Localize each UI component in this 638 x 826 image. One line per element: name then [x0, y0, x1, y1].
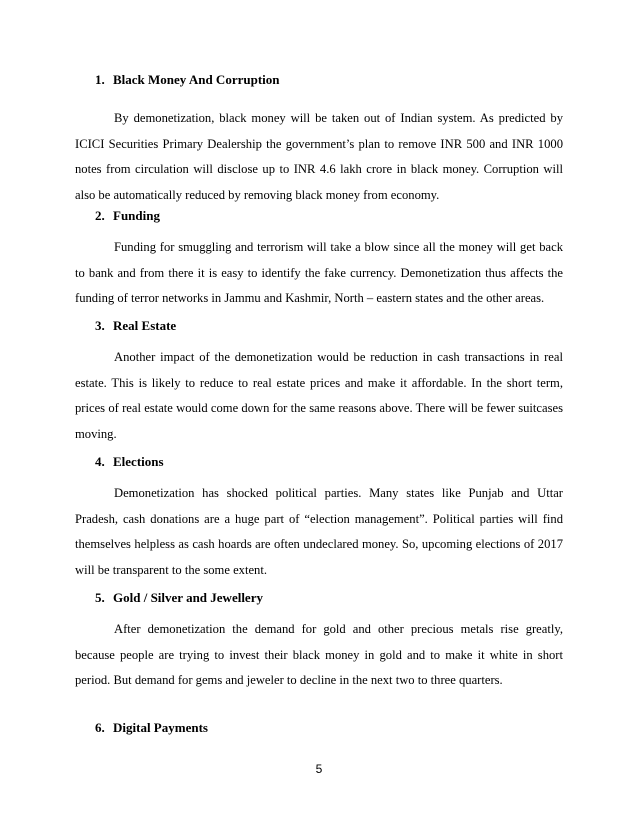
section-body-real-estate: Another impact of the demonetization would be reduction in cash transactions in real estate. This is likely to reduce to real estate prices and make it affordable. In the short term, prices of real estate would come down for the same reasons above. There will be fewer suitcases moving. [75, 350, 563, 441]
section-title: Gold / Silver and Jewellery [113, 590, 263, 605]
section-body-funding: Funding for smuggling and terrorism will take a blow since all the money will get back to bank and from there it is easy to identify the fake currency. Demonetization thus affects the funding of terror networks in Jammu and Kashmir, North – eastern states and the other areas. [75, 240, 563, 306]
section-heading-digital-payments [95, 720, 208, 736]
section-title: Elections [113, 454, 164, 469]
section-title: Funding [113, 208, 160, 223]
section-body-elections: Demonetization has shocked political parties. Many states like Punjab and Uttar Pradesh, cash donations are a huge part of “election management”. Political parties will find themselves helpless as cash hoards are often undeclared money. So, upcoming elections of 2017 will be transparent to the some extent. [75, 486, 563, 577]
section-body-gold-silver: After demonetization the demand for gold and other precious metals rise greatly, because people are trying to invest their black money in gold and to make it white in short period. But demand for gems and jeweler to decline in the next two to three quarters. [75, 622, 563, 688]
section-heading-real-estate [95, 318, 176, 334]
section-number: 4. [95, 454, 105, 469]
section-title: Black Money And Corruption [113, 72, 280, 87]
section-number: 2. [95, 208, 105, 223]
section-number: 6. [95, 720, 105, 735]
section-number: 1. [95, 72, 105, 87]
section-number: 5. [95, 590, 105, 605]
page-number: 5 [315, 762, 323, 776]
section-heading-gold-silver [95, 590, 263, 606]
section-heading-elections [95, 454, 164, 470]
section-body-black-money: By demonetization, black money will be taken out of Indian system. As predicted by ICICI Securities Primary Dealership the government’s plan to remove INR 500 and INR 1000 notes from circulation will disclose up to INR 4.6 lakh crore in black money. Corruption will also be automatically reduced by removing black money from economy. [75, 111, 563, 202]
section-number: 3. [95, 318, 105, 333]
section-title: Real Estate [113, 318, 177, 333]
section-title: Digital Payments [113, 720, 208, 735]
section-heading-black-money [95, 72, 280, 88]
section-heading-funding [95, 208, 160, 224]
